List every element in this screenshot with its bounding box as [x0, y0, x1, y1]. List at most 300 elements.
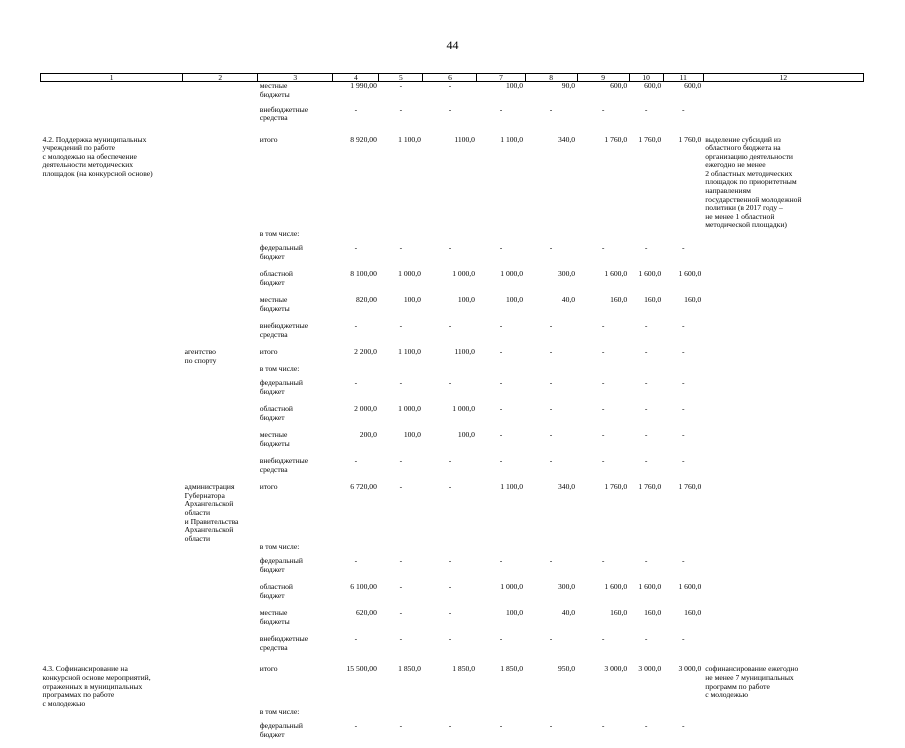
expected-result-cell	[703, 365, 863, 379]
amount-cell: -	[399, 321, 403, 331]
amount-cell: -	[448, 243, 452, 253]
funding-source-cell: внебюджетные средства	[259, 104, 309, 123]
amount-cell: -	[601, 243, 605, 253]
funding-source-cell: итого	[259, 664, 278, 674]
amount-cell: -	[499, 378, 503, 388]
amount-cell	[333, 230, 379, 244]
amount-cell: 90,0	[561, 81, 576, 90]
amount-cell: 1 760,0	[678, 134, 702, 144]
amount-cell: -	[644, 243, 648, 253]
activity-cell	[41, 431, 183, 457]
amount-cell: -	[399, 243, 403, 253]
amount-cell: 1 100,0	[500, 134, 524, 144]
executor-cell	[183, 609, 258, 635]
amount-cell: -	[549, 721, 553, 731]
amount-cell	[663, 230, 703, 244]
amount-cell: 2 000,0	[354, 404, 377, 414]
amount-cell: -	[644, 634, 648, 644]
executor-cell	[183, 230, 258, 244]
executor-cell	[183, 82, 258, 106]
amount-cell: 100,0	[505, 295, 524, 305]
table-row	[41, 483, 864, 543]
funding-source-cell: областной бюджет	[259, 269, 293, 287]
amount-cell: 8 100,00	[350, 269, 377, 279]
amount-cell: 3 000,0	[678, 664, 702, 674]
amount-cell: -	[354, 378, 358, 388]
amount-cell: 1 600,0	[638, 582, 662, 592]
expected-result-cell	[703, 583, 863, 609]
funding-source-cell: федеральный бюджет	[259, 378, 303, 396]
funding-source-cell: в том числе:	[259, 707, 300, 717]
executor-cell	[183, 583, 258, 609]
table-row	[41, 431, 864, 457]
amount-cell: 340,0	[558, 482, 576, 492]
amount-cell: -	[549, 456, 553, 466]
amount-cell: -	[549, 430, 553, 440]
activity-cell	[41, 483, 183, 543]
amount-cell: 620,00	[355, 608, 377, 618]
amount-cell	[379, 708, 423, 722]
amount-cell: -	[601, 721, 605, 731]
amount-cell: -	[499, 456, 503, 466]
amount-cell: 1 850,0	[452, 664, 475, 674]
header-cell-9: 9	[577, 74, 629, 82]
expected-result-cell: выделение субсидий из областного бюджета на организацию деятельности ежегодно не менее 2 областных методических площадок по приоритетным направлениям государственной молодежной политики (в 2017 году – не менее 1 областной методической площадки)	[705, 134, 802, 230]
table-row	[41, 296, 864, 322]
table-row	[41, 722, 864, 748]
funding-source-cell: областной бюджет	[259, 582, 293, 600]
amount-cell: 340,0	[558, 134, 576, 144]
expected-result-cell	[703, 483, 863, 543]
amount-cell: 820,00	[355, 295, 377, 305]
activity-cell	[41, 583, 183, 609]
activity-cell	[41, 609, 183, 635]
amount-cell: 1 100,0	[500, 482, 524, 492]
funding-source-cell: внебюджетные средства	[259, 321, 309, 339]
expected-result-cell: софинансирование ежегодно не менее 7 муниципальных программ по работе с молодежью	[705, 664, 799, 700]
amount-cell: -	[601, 456, 605, 466]
table-row	[41, 379, 864, 405]
funding-source-cell: в том числе:	[259, 229, 300, 239]
executor-cell	[183, 244, 258, 270]
amount-cell: 100,0	[505, 81, 524, 90]
amount-cell: 1 600,0	[604, 582, 628, 592]
amount-cell: 1 600,0	[638, 269, 662, 279]
amount-cell	[525, 365, 577, 379]
header-cell-6: 6	[423, 74, 477, 82]
header-cell-1: 1	[41, 74, 183, 82]
amount-cell: 160,0	[610, 295, 628, 305]
amount-cell: 1 760,0	[604, 134, 628, 144]
amount-cell: -	[549, 378, 553, 388]
amount-cell	[477, 708, 525, 722]
table-row	[41, 557, 864, 583]
amount-cell: -	[601, 321, 605, 331]
amount-cell: 1 600,0	[604, 269, 628, 279]
amount-cell: -	[644, 430, 648, 440]
expected-result-cell	[703, 557, 863, 583]
amount-cell: -	[549, 243, 553, 253]
activity-cell	[41, 405, 183, 431]
amount-cell: -	[601, 634, 605, 644]
amount-cell: -	[354, 104, 358, 114]
expected-result-cell	[703, 609, 863, 635]
amount-cell: -	[549, 634, 553, 644]
header-cell-3: 3	[258, 74, 333, 82]
amount-cell: -	[681, 104, 685, 114]
amount-cell	[333, 543, 379, 557]
amount-cell: -	[399, 721, 403, 731]
table-row	[41, 244, 864, 270]
amount-cell: 1 990,00	[350, 81, 377, 90]
amount-cell: -	[681, 721, 685, 731]
amount-cell: 1 760,0	[638, 482, 662, 492]
amount-cell: -	[399, 104, 403, 114]
funding-source-cell: в том числе:	[259, 542, 300, 552]
activity-cell	[41, 244, 183, 270]
budget-table	[40, 73, 864, 748]
funding-source-cell: областной бюджет	[259, 404, 293, 422]
expected-result-cell	[703, 379, 863, 405]
table-row	[41, 708, 864, 722]
amount-cell: -	[644, 104, 648, 114]
amount-cell: -	[399, 582, 403, 592]
funding-source-cell: итого	[259, 482, 278, 492]
expected-result-cell	[703, 431, 863, 457]
table-row	[41, 583, 864, 609]
table-row	[41, 543, 864, 557]
amount-cell: -	[549, 321, 553, 331]
amount-cell: 1 100,0	[398, 347, 421, 357]
activity-cell	[41, 230, 183, 244]
amount-cell: 160,0	[644, 295, 662, 305]
activity-cell	[41, 106, 183, 136]
amount-cell: -	[448, 608, 452, 618]
funding-source-cell: внебюджетные средства	[259, 634, 309, 652]
amount-cell: 950,0	[558, 664, 576, 674]
amount-cell: 1 000,0	[398, 404, 421, 414]
amount-cell	[577, 543, 629, 557]
amount-cell	[423, 708, 477, 722]
amount-cell: -	[601, 430, 605, 440]
amount-cell: -	[601, 347, 605, 357]
amount-cell: 8 920,00	[350, 134, 377, 144]
amount-cell: 160,0	[610, 608, 628, 618]
activity-cell	[41, 457, 183, 483]
activity-cell	[41, 296, 183, 322]
amount-cell: 1 000,0	[500, 269, 524, 279]
amount-cell: -	[601, 378, 605, 388]
amount-cell: 160,0	[644, 608, 662, 618]
activity-cell	[41, 557, 183, 583]
amount-cell: 1 000,0	[452, 269, 475, 279]
amount-cell: 100,0	[403, 430, 421, 440]
amount-cell: -	[549, 404, 553, 414]
amount-cell	[477, 543, 525, 557]
amount-cell: -	[354, 556, 358, 566]
header-cell-2: 2	[183, 74, 258, 82]
amount-cell: -	[354, 321, 358, 331]
funding-source-cell: итого	[259, 347, 278, 357]
funding-source-cell: местные бюджеты	[259, 81, 290, 99]
column-number-header	[41, 74, 864, 82]
header-cell-10: 10	[629, 74, 663, 82]
amount-cell: -	[354, 456, 358, 466]
amount-cell: -	[448, 582, 452, 592]
amount-cell: -	[681, 243, 685, 253]
amount-cell: -	[499, 104, 503, 114]
funding-source-cell: местные бюджеты	[259, 430, 290, 448]
amount-cell	[577, 708, 629, 722]
amount-cell: -	[354, 243, 358, 253]
page-number: 44	[446, 38, 459, 52]
amount-cell: 3 000,0	[604, 664, 628, 674]
amount-cell: -	[448, 378, 452, 388]
amount-cell: -	[644, 378, 648, 388]
amount-cell	[423, 543, 477, 557]
amount-cell: 600,0	[684, 81, 702, 90]
funding-source-cell: местные бюджеты	[259, 608, 290, 626]
amount-cell: -	[399, 556, 403, 566]
amount-cell: -	[399, 482, 403, 492]
table-row	[41, 665, 864, 708]
executor-cell	[183, 270, 258, 296]
executor-cell	[183, 136, 258, 231]
header-cell-11: 11	[663, 74, 703, 82]
amount-cell: -	[399, 456, 403, 466]
amount-cell: 1 850,0	[500, 664, 524, 674]
expected-result-cell	[703, 244, 863, 270]
amount-cell	[423, 365, 477, 379]
amount-cell: -	[549, 556, 553, 566]
amount-cell: -	[399, 81, 403, 90]
expected-result-cell	[703, 708, 863, 722]
amount-cell: -	[549, 347, 553, 357]
activity-cell	[41, 82, 183, 106]
expected-result-cell	[703, 322, 863, 348]
executor-cell	[183, 457, 258, 483]
amount-cell: -	[499, 243, 503, 253]
activity-cell	[41, 348, 183, 365]
amount-cell: -	[681, 347, 685, 357]
amount-cell: -	[644, 404, 648, 414]
header-cell-4: 4	[333, 74, 379, 82]
amount-cell	[577, 365, 629, 379]
funding-source-cell: местные бюджеты	[259, 295, 290, 313]
funding-source-cell: внебюджетные средства	[259, 456, 309, 474]
amount-cell	[477, 365, 525, 379]
amount-cell: -	[644, 321, 648, 331]
amount-cell	[333, 708, 379, 722]
amount-cell: -	[644, 556, 648, 566]
amount-cell: -	[354, 721, 358, 731]
executor-cell: агентство по спорту	[184, 347, 217, 365]
amount-cell: 1 100,0	[398, 134, 421, 144]
table-row	[41, 365, 864, 379]
executor-cell	[183, 405, 258, 431]
expected-result-cell	[703, 106, 863, 136]
amount-cell: 300,0	[558, 269, 576, 279]
table-row	[41, 106, 864, 136]
activity-cell	[41, 543, 183, 557]
expected-result-cell	[703, 348, 863, 365]
amount-cell: 100,0	[505, 608, 524, 618]
header-cell-8: 8	[525, 74, 577, 82]
table-row	[41, 609, 864, 635]
activity-cell	[41, 270, 183, 296]
expected-result-cell	[703, 82, 863, 106]
funding-source-cell: итого	[259, 134, 278, 144]
amount-cell: 1 760,0	[638, 134, 662, 144]
amount-cell: 160,0	[684, 295, 702, 305]
executor-cell	[183, 365, 258, 379]
amount-cell: 1 600,0	[678, 269, 702, 279]
funding-source-cell: федеральный бюджет	[259, 243, 303, 261]
amount-cell: -	[448, 456, 452, 466]
amount-cell	[525, 708, 577, 722]
amount-cell: -	[601, 404, 605, 414]
table-row	[41, 82, 864, 106]
executor-cell: администрация Губернатора Архангельской области и Правительства Архангельской области	[184, 482, 239, 543]
header-cell-7: 7	[477, 74, 525, 82]
amount-cell: -	[448, 482, 452, 492]
amount-cell: -	[681, 556, 685, 566]
amount-cell: 200,0	[359, 430, 377, 440]
amount-cell: 1 000,0	[398, 269, 421, 279]
amount-cell: -	[448, 81, 452, 90]
amount-cell: -	[448, 721, 452, 731]
amount-cell: -	[499, 556, 503, 566]
funding-source-cell: в том числе:	[259, 364, 300, 374]
amount-cell	[525, 230, 577, 244]
executor-cell	[183, 431, 258, 457]
amount-cell: -	[644, 456, 648, 466]
amount-cell: 15 500,00	[346, 664, 377, 674]
amount-cell: -	[448, 634, 452, 644]
expected-result-cell	[703, 405, 863, 431]
amount-cell: 300,0	[558, 582, 576, 592]
amount-cell: -	[499, 404, 503, 414]
executor-cell	[183, 543, 258, 557]
amount-cell: 160,0	[684, 608, 702, 618]
amount-cell: -	[448, 104, 452, 114]
amount-cell: -	[499, 430, 503, 440]
amount-cell	[663, 543, 703, 557]
table-row	[41, 457, 864, 483]
executor-cell	[183, 708, 258, 722]
executor-cell	[183, 296, 258, 322]
amount-cell: -	[448, 556, 452, 566]
activity-cell	[41, 322, 183, 348]
amount-cell: -	[499, 634, 503, 644]
expected-result-cell	[703, 457, 863, 483]
amount-cell: 600,0	[610, 81, 628, 90]
amount-cell	[525, 543, 577, 557]
amount-cell	[379, 365, 423, 379]
amount-cell: -	[499, 721, 503, 731]
amount-cell: -	[549, 104, 553, 114]
expected-result-cell	[703, 270, 863, 296]
executor-cell	[183, 106, 258, 136]
amount-cell	[333, 365, 379, 379]
amount-cell: 100,0	[403, 295, 421, 305]
amount-cell: 1100,0	[454, 134, 475, 144]
executor-cell	[183, 722, 258, 748]
amount-cell: -	[399, 378, 403, 388]
expected-result-cell	[703, 230, 863, 244]
executor-cell	[183, 665, 258, 708]
amount-cell: -	[681, 321, 685, 331]
amount-cell	[629, 365, 663, 379]
amount-cell: -	[681, 634, 685, 644]
funding-source-cell: федеральный бюджет	[259, 556, 303, 574]
activity-cell	[41, 365, 183, 379]
amount-cell	[379, 230, 423, 244]
header-cell-5: 5	[379, 74, 423, 82]
amount-cell: -	[601, 556, 605, 566]
amount-cell: 40,0	[561, 295, 576, 305]
table-row	[41, 270, 864, 296]
header-cell-12: 12	[703, 74, 863, 82]
activity-cell	[41, 379, 183, 405]
expected-result-cell	[703, 543, 863, 557]
amount-cell: 1 760,0	[678, 482, 702, 492]
amount-cell: 3 000,0	[638, 664, 662, 674]
table-row	[41, 322, 864, 348]
activity-cell	[41, 708, 183, 722]
amount-cell: 1 000,0	[500, 582, 524, 592]
amount-cell: -	[681, 404, 685, 414]
amount-cell	[477, 230, 525, 244]
table-row	[41, 230, 864, 244]
amount-cell: -	[681, 430, 685, 440]
executor-cell	[183, 379, 258, 405]
amount-cell: 1 600,0	[678, 582, 702, 592]
amount-cell	[629, 708, 663, 722]
amount-cell: -	[681, 378, 685, 388]
table-row	[41, 348, 864, 365]
amount-cell: -	[681, 456, 685, 466]
amount-cell	[663, 708, 703, 722]
funding-source-cell: федеральный бюджет	[259, 721, 303, 739]
amount-cell: -	[399, 608, 403, 618]
table-row	[41, 136, 864, 231]
amount-cell	[423, 230, 477, 244]
amount-cell	[629, 230, 663, 244]
amount-cell: -	[448, 321, 452, 331]
amount-cell	[577, 230, 629, 244]
amount-cell: 100,0	[457, 430, 475, 440]
amount-cell: -	[601, 104, 605, 114]
activity-cell: 4.3. Софинансирование на конкурсной основе мероприятий, отраженных в муниципальных программах по работе с молодежью	[42, 664, 151, 708]
amount-cell: 1 760,0	[604, 482, 628, 492]
amount-cell: -	[644, 721, 648, 731]
table-row	[41, 405, 864, 431]
amount-cell: 1100,0	[454, 347, 475, 357]
executor-cell	[183, 557, 258, 583]
amount-cell: 1 850,0	[398, 664, 421, 674]
amount-cell: 2 200,0	[354, 347, 377, 357]
amount-cell: -	[399, 634, 403, 644]
amount-cell: 1 000,0	[452, 404, 475, 414]
amount-cell	[629, 543, 663, 557]
amount-cell	[663, 365, 703, 379]
amount-cell: -	[354, 634, 358, 644]
amount-cell: -	[499, 347, 503, 357]
expected-result-cell	[703, 722, 863, 748]
amount-cell: 40,0	[561, 608, 576, 618]
amount-cell: 100,0	[457, 295, 475, 305]
